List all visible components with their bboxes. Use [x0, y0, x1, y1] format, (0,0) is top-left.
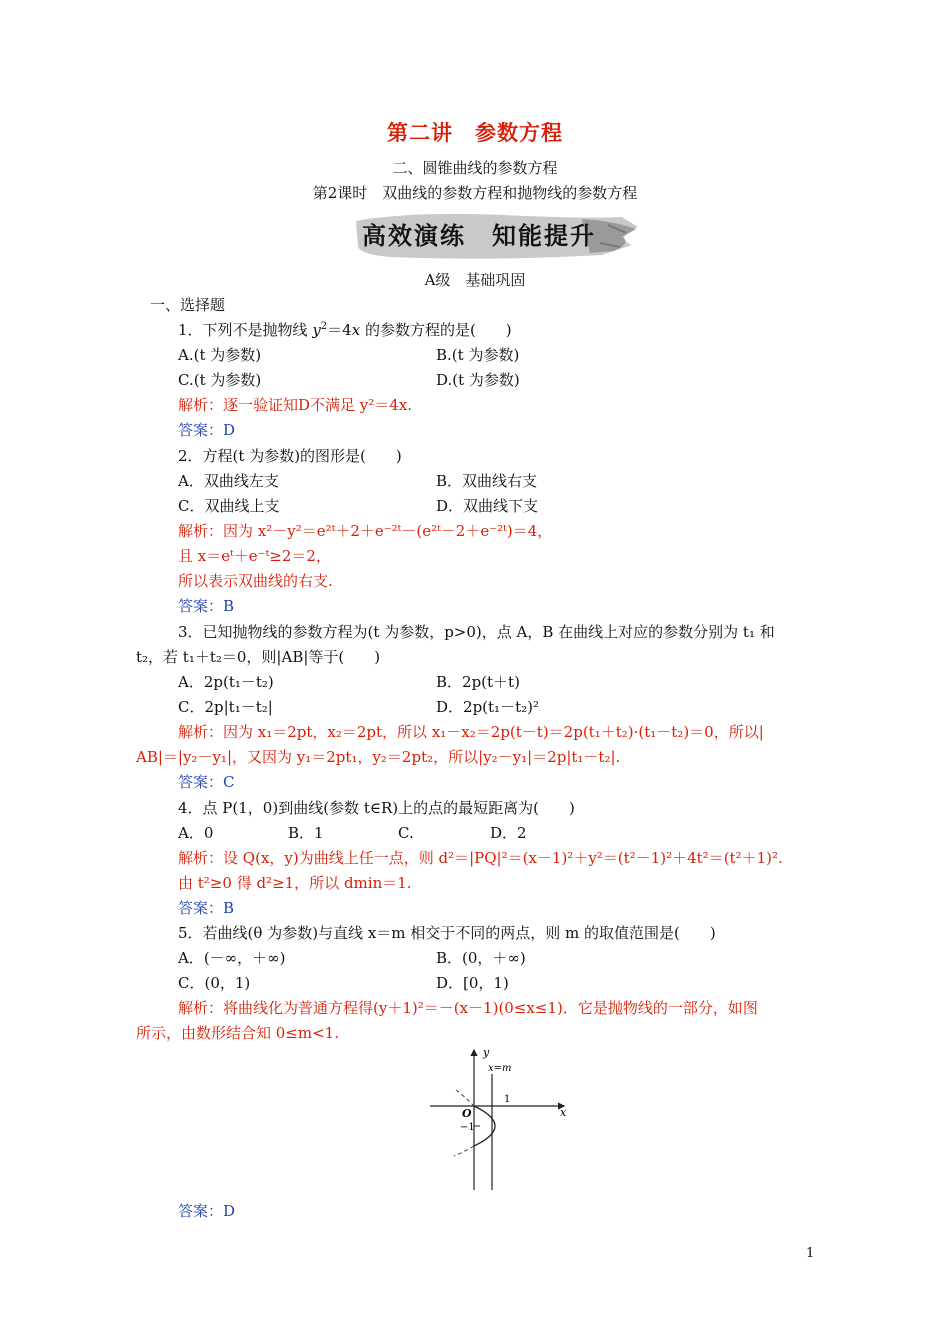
line-label: x=m — [488, 1063, 512, 1074]
practice-banner — [352, 207, 642, 263]
q3-stem-line1: 3．已知抛物线的参数方程为(t 为参数，p>0)，点 A，B 在曲线上对应的参数分别为 t₁ 和 — [178, 623, 775, 641]
parabola-figure — [424, 1044, 574, 1194]
q2-analysis-line2: 且 x＝eᵗ＋e⁻ᵗ≥2＝2， — [178, 547, 331, 565]
section-title: 二、圆锥曲线的参数方程 — [392, 159, 558, 177]
q2-option-b: B．双曲线右支 — [436, 472, 538, 490]
q5-option-c: C．(0，1) — [178, 974, 251, 992]
q2-option-a: A．双曲线左支 — [178, 472, 279, 490]
q4-option-c: C. — [398, 824, 414, 842]
y-axis-label: y — [483, 1046, 490, 1059]
q1-option-d: D.(t 为参数) — [436, 371, 520, 389]
page-number: 1 — [806, 1246, 815, 1261]
tick-neg1-label: −1 — [460, 1122, 475, 1133]
origin-label: O — [462, 1107, 472, 1120]
parabola-dashed-upper — [456, 1090, 474, 1106]
q1-stem: 1．下列不是抛物线 $y^2=4x$ 的参数方程的是( ) — [178, 321, 512, 339]
q4-option-d: D．2 — [490, 824, 527, 842]
q2-option-c: C．双曲线上支 — [178, 497, 280, 515]
level-heading: A级 基础巩固 — [424, 271, 526, 289]
q1-option-a: A.(t 为参数) — [178, 346, 262, 364]
q3-analysis-line1: 解析：因为 x₁＝2pt，x₂＝2pt，所以 x₁－x₂＝2p(t－t)＝2p(t₁＋t₂)·(t₁－t₂)＝0，所以| — [178, 723, 764, 741]
q5-option-a: A．(－∞，＋∞) — [178, 949, 286, 967]
q2-option-d: D．双曲线下支 — [436, 497, 539, 515]
x-axis-label: x — [560, 1106, 567, 1119]
q5-analysis-line2: 所示，由数形结合知 0≤m<1. — [136, 1024, 339, 1042]
banner-text: 高效演练 知能提升 — [362, 222, 596, 250]
q1-option-b: B.(t 为参数) — [436, 346, 520, 364]
q4-answer: 答案：B — [178, 899, 235, 917]
q5-analysis-line1: 解析：将曲线化为普通方程得(y＋1)²＝－(x－1)(0≤x≤1)．它是抛物线的一部分，如图 — [178, 999, 758, 1017]
q4-option-a: A．0 — [178, 824, 214, 842]
q3-option-b: B．2p(t＋t) — [436, 673, 520, 691]
q1-answer: 答案：D — [178, 421, 236, 439]
q4-analysis-line2: 由 t²≥0 得 d²≥1，所以 dmin＝1. — [178, 874, 412, 892]
q4-stem: 4．点 P(1，0)到曲线(参数 t∈R)上的点的最短距离为( ) — [178, 799, 575, 817]
q1-analysis: 解析：逐一验证知D不满足 y²＝4x. — [178, 396, 413, 414]
parabola-dashed-lower — [454, 1146, 474, 1156]
q4-analysis-line1: 解析：设 Q(x，y)为曲线上任一点，则 d²＝|PQ|²＝(x－1)²＋y²＝(t²－1)²＋4t²＝(t²＋1)². — [178, 849, 783, 867]
q5-stem: 5．若曲线(θ 为参数)与直线 x＝m 相交于不同的两点，则 m 的取值范围是( ) — [178, 924, 716, 942]
q5-option-b: B．(0，＋∞) — [436, 949, 526, 967]
q3-option-a: A．2p(t₁－t₂) — [178, 673, 274, 691]
q5-answer: 答案：D — [178, 1202, 236, 1220]
page-title: 第二讲 参数方程 — [387, 121, 563, 145]
q4-option-b: B．1 — [288, 824, 324, 842]
q3-stem-line2: t₂，若 t₁＋t₂＝0，则|AB|等于( ) — [136, 648, 381, 666]
parabola-graph — [424, 1044, 574, 1194]
q3-option-c: C．2p|t₁－t₂| — [178, 698, 273, 716]
q3-analysis-line2: AB|＝|y₂－y₁|，又因为 y₁＝2pt₁，y₂＝2pt₂，所以|y₂－y₁|＝2p|t₁－t₂|. — [136, 748, 621, 766]
q2-analysis-line3: 所以表示双曲线的右支. — [178, 572, 333, 590]
q1-option-c: C.(t 为参数) — [178, 371, 262, 389]
q2-answer: 答案：B — [178, 597, 235, 615]
part-heading: 一、选择题 — [150, 296, 226, 314]
q3-option-d: D．2p(t₁－t₂)² — [436, 698, 539, 716]
q5-option-d: D．[0，1) — [436, 974, 509, 992]
tick-1-label: 1 — [504, 1094, 511, 1105]
q2-analysis-line1: 解析：因为 x²－y²＝e²ᵗ＋2＋e⁻²ᵗ－(e²ᵗ－2＋e⁻²ᵗ)＝4， — [178, 522, 553, 540]
q2-stem: 2．方程(t 为参数)的图形是( ) — [178, 447, 402, 465]
lesson-title: 第2课时 双曲线的参数方程和抛物线的参数方程 — [312, 184, 638, 202]
q3-answer: 答案：C — [178, 773, 235, 791]
